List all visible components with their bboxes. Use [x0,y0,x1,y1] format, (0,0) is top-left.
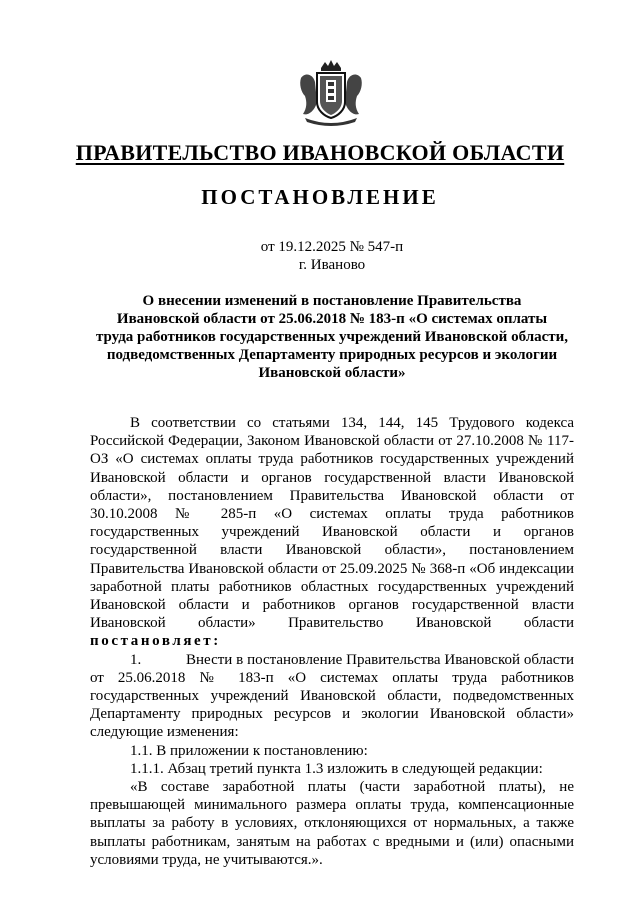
title-line: подведомственных Департаменту природных ресурсов и экологии [106,347,558,363]
item-1 [90,651,574,742]
coat-of-arms-icon [295,58,367,128]
item-1-number: 1. [130,651,142,668]
preamble-paragraph [90,414,574,651]
document-title [92,292,572,382]
item-1-1: 1.1. В приложении к постановлению: [130,742,368,759]
title-line: труда работников государственных учреждений Ивановской области, [95,329,569,345]
resolves-word: постановляет: [90,633,221,650]
organization-name: ПРАВИТЕЛЬСТВО ИВАНОВСКОЙ ОБЛАСТИ [75,140,565,165]
title-line: Ивановской области от 25.06.2018 № 183-п «О системах оплаты [116,311,548,327]
document-body [90,414,574,869]
title-line: О внесении изменений в постановление Правительства [142,293,522,309]
title-line: Ивановской области» [258,365,406,381]
preamble-text: В соответствии со статьями 134, 144, 145 Трудового кодекса Российской Федерации, Законом Ивановской области от 27.10.2008 № 117-ОЗ «О системах оплаты труда работников государственных учреждений Ивановской области и органов государственной власти Ивановской области», постановлением Правительства Ивановской области от 30.10.2008 № 285-п «О системах оплаты труда работников государственных учреждений Ивановской области и органов государственной власти Ивановской области», постановлением Правительства Ивановской области от 25.09.2025 № 368-п «Об индексации заработной платы работников областных государственных учреждений Ивановской области и работников органов государственной власти Ивановской области» Правительство Ивановской области [90,415,574,632]
document-city: г. Иваново [298,257,366,273]
item-1-text: Внести в постановление Правительства Ивановской области от 25.06.2018 № 183-п «О системах оплаты труда работников государственных учреждений Ивановской области, подведомственных Департаменту природных ресурсов и экологии Ивановской области» следующие изменения: [90,651,574,741]
document-type: ПОСТАНОВЛЕНИЕ [201,185,439,209]
document-date-number: от 19.12.2025 № 547-п [260,239,404,255]
quoted-amendment: «В составе заработной платы (части заработной платы), не превышающей минимального размера оплаты труда, компенсационные выплаты за работу в условиях, отклоняющихся от нормальных, а также выплаты работникам, занятым на работах с вредными и (или) опасными условиями труда, не учитываются.». [90,779,574,868]
item-1-1-1: 1.1.1. Абзац третий пункта 1.3 изложить в следующей редакции: [130,760,543,777]
